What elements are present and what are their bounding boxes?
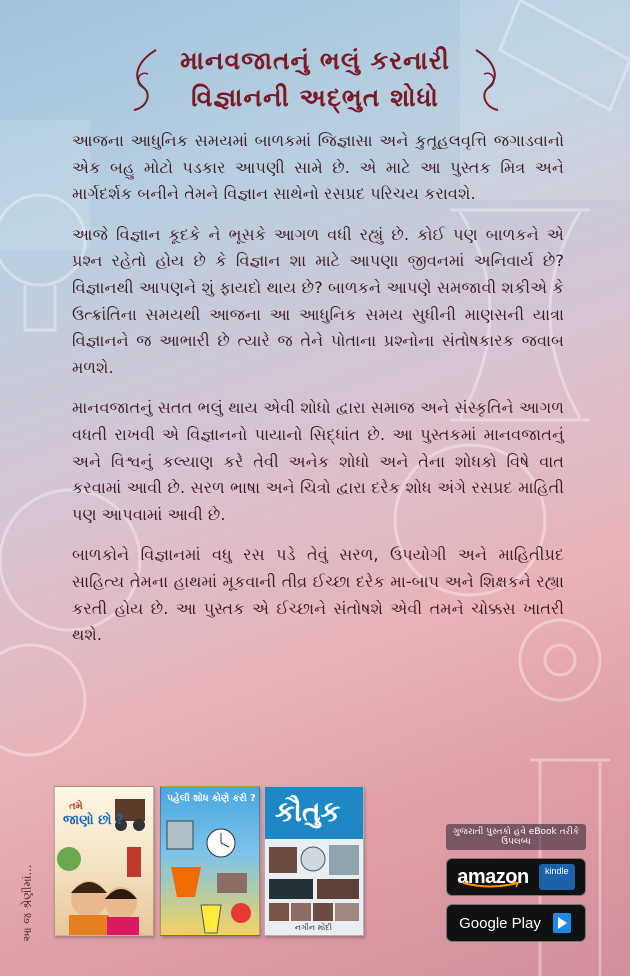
book-cover-1[interactable] bbox=[54, 786, 154, 936]
ebook-store-panel bbox=[440, 824, 592, 942]
book-cover-2[interactable] bbox=[160, 786, 260, 936]
kindle-icon bbox=[539, 864, 575, 890]
amazon-kindle-button[interactable] bbox=[446, 858, 586, 896]
book-cover-3[interactable] bbox=[264, 786, 364, 936]
book-2-title: પહેલી શોધ કોણે કરી ? bbox=[167, 793, 256, 804]
title-line-1: માનવજાતનું ભલું કરનારી bbox=[180, 46, 450, 75]
book-2-illustration bbox=[161, 787, 259, 935]
google-play-books-icon bbox=[551, 911, 573, 935]
title-line-2: વિજ્ઞાનની અદ્ભુત શોધો bbox=[191, 83, 439, 112]
paragraph-1: આજના આધુનિક સમયમાં બાળકમાં જિજ્ઞાસા અને કુતૂહલવૃત્તિ જગાડવાનો એક બહુ મોટો પડકાર આપણી સામે છે. એ માટે આ પુસ્તક મિત્ર અને માર્ગદર્શક બનીને તેમને વિજ્ઞાન સાથેનો રસપ્રદ પરિચય કરાવશે. bbox=[72, 131, 564, 204]
book-title bbox=[140, 42, 490, 116]
google-play-label: Google Play bbox=[459, 914, 541, 932]
amazon-logo: amazon bbox=[457, 865, 529, 888]
paragraph-4: બાળકોને વિજ્ઞાનમાં વધુ રસ પડે તેવું સરળ, ઉપયોગી અને માહિતીપ્રદ સાહિત્ય તેમના હાથમાં મૂકવાની તીવ્ર ઈચ્છા દરેક મા-બાપ અને શિક્ષકને રહ્યા કરતી હોય છે. આ પુસ્તક એ ઈચ્છાને સંતોષશે એવી તમને ચોક્કસ ખાતરી થશે. bbox=[72, 545, 564, 645]
paragraph-2: આજે વિજ્ઞાન કૂદકે ને ભૂસકે આગળ વધી રહ્યું છે. કોઈ પણ બાળકને એ પ્રશ્ન રહેતો હોય છે કે વિજ્ઞાન શા માટે આપણા જીવનમાં અનિવાર્ય છે? વિજ્ઞાનથી આપણને શું ફાયદો થાય છે? બાળકને આપણે સમજાવી શકીએ કે ઉત્ક્રાંતિના સમયથી આજના આ આધુનિક સમય સુધીની માણસની યાત્રા વિજ્ઞાનને જ આભારી છે ત્યારે જ તેને પોતાના પ્રશ્નોના સંતોષકારક જવાબ મળશે. bbox=[72, 224, 564, 377]
book-3-title: કૌતુક bbox=[275, 795, 341, 828]
blurb-text bbox=[72, 128, 564, 663]
amazon-smile-icon bbox=[461, 881, 521, 889]
google-play-button[interactable] bbox=[446, 904, 586, 942]
book-1-title-line-2: જાણો છો ? bbox=[63, 813, 124, 828]
paragraph-3: માનવજાતનું સતત ભલું થાય એવી શોધો દ્વારા સમાજ અને સંસ્કૃતિને આગળ વધતી રાખવી એ વિજ્ઞાનનો પાયાનો સિદ્ધાંત છે. આ પુસ્તકમાં માનવજાતનું અને વિશ્વનું કલ્યાણ કરે તેવી અનેક શોધો અને તેના શોધકો વિષે વાત કરવામાં આવી છે. સરળ ભાષા અને ચિત્રો દ્વારા દરેક શોધ અંગે રસપ્રદ માહિતી પણ આપવામાં આવી છે. bbox=[72, 398, 564, 524]
ebook-tagline: ગુજરાતી પુસ્તકો હવે eBook તરીકે ઉપલબ્ધ bbox=[446, 824, 586, 850]
series-label: આ જ શ્રેણીમાં... bbox=[20, 864, 34, 942]
book-1-title-line-1: તમે bbox=[69, 801, 83, 812]
book-3-author: નગીન મોદી bbox=[295, 923, 332, 932]
kindle-label: kindle bbox=[544, 866, 569, 876]
